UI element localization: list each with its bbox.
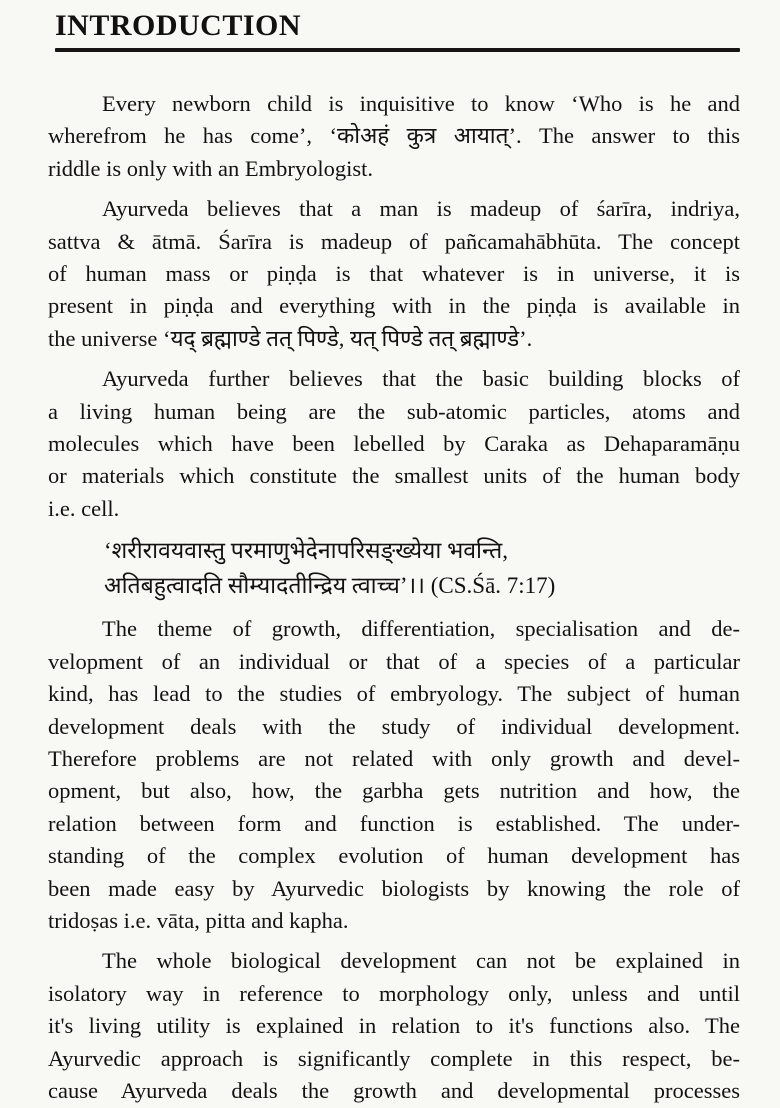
text-line: Ayurveda believes that a man is madeup of śarīra, indriya, bbox=[102, 196, 740, 222]
text-line: the universe ‘यद् ब्रह्माण्डे तत् पिण्डे, यत् पिण्डे तत् ब्रह्माण्डे’. bbox=[48, 325, 533, 351]
text-line: velopment of an individual or that of a species of a particular bbox=[48, 648, 740, 674]
text-line: wherefrom he has come’, ‘कोअहं कुत्र आयात्’. The answer to this bbox=[48, 123, 740, 149]
text-line: The theme of growth, differentiation, specialisation and de- bbox=[102, 616, 740, 642]
text-line: present in piṇḍa and everything with in the piṇḍa is available in bbox=[48, 293, 740, 319]
heading-rule bbox=[55, 48, 740, 52]
text-line: been made easy by Ayurvedic biologists by knowing the role of bbox=[48, 875, 740, 901]
text-line: of human mass or piṇḍa is that whatever is in universe, it is bbox=[48, 261, 740, 287]
paragraph bbox=[48, 613, 740, 937]
text-line: Every newborn child is inquisitive to know ‘Who is he and bbox=[102, 91, 740, 116]
text-line: Ayurveda further believes that the basic building blocks of bbox=[102, 366, 740, 392]
text-line: Ayurvedic approach is significantly complete in this respect, be- bbox=[48, 1045, 740, 1071]
text-line: cause Ayurveda deals the growth and developmental processes bbox=[48, 1077, 740, 1103]
paragraph bbox=[48, 88, 740, 185]
text-line: i.e. cell. bbox=[48, 495, 120, 521]
paragraph bbox=[48, 363, 740, 525]
text-line: molecules which have been lebelled by Caraka as Dehaparamāṇu bbox=[48, 431, 740, 457]
text-block bbox=[48, 88, 740, 1107]
paragraph bbox=[48, 193, 740, 355]
text-line: a living human being are the sub-atomic particles, atoms and bbox=[48, 398, 740, 424]
text-line: relation between form and function is established. The under- bbox=[48, 810, 740, 836]
text-line: tridoṣas i.e. vāta, pitta and kapha. bbox=[48, 907, 349, 933]
paragraph bbox=[48, 945, 740, 1107]
text-line: sattva & ātmā. Śarīra is madeup of pañcamahābhūta. The concept bbox=[48, 228, 740, 254]
text-line: development deals with the study of individual development. bbox=[48, 713, 740, 739]
text-line: The whole biological development can not be explained in bbox=[102, 948, 740, 974]
verse-line: अतिबहुत्वादति सौम्यादतीन्द्रिय त्वाच्च’।। (CS.Śā. 7:17) bbox=[104, 573, 556, 599]
text-line: standing of the complex evolution of human development has bbox=[48, 843, 740, 869]
page-title: INTRODUCTION bbox=[55, 9, 302, 42]
text-line: it's living utility is explained in relation to it's functions also. The bbox=[48, 1013, 740, 1039]
text-line: riddle is only with an Embryologist. bbox=[48, 155, 373, 181]
sanskrit-verse bbox=[48, 533, 740, 603]
text-line: isolatory way in reference to morphology only, unless and until bbox=[48, 980, 740, 1006]
text-line: kind, has lead to the studies of embryology. The subject of human bbox=[48, 681, 740, 707]
text-line: opment, but also, how, the garbha gets nutrition and how, the bbox=[48, 778, 740, 804]
verse-line: ‘शरीरावयवास्तु परमाणुभेदेनापरिसङ्ख्येया भवन्ति, bbox=[104, 538, 508, 564]
text-line: Therefore problems are not related with only growth and devel- bbox=[48, 745, 740, 771]
text-line: or materials which constitute the smallest units of the human body bbox=[48, 463, 740, 489]
